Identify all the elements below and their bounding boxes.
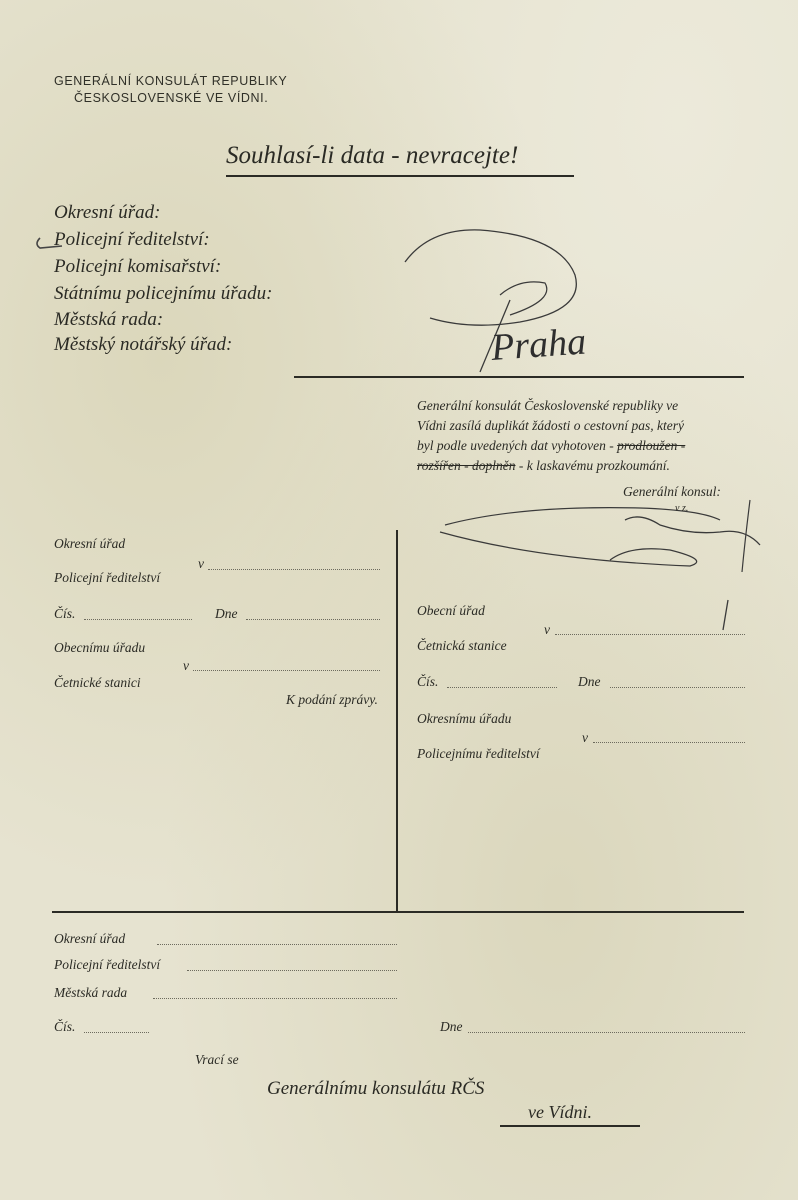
right-okresnimu: Okresnímu úřadu <box>417 711 512 726</box>
right-place-field[interactable] <box>555 634 745 635</box>
bottom-dne-field[interactable] <box>468 1032 745 1033</box>
addressee-policejni-komisarstvi: Policejní komisařství: <box>54 256 222 277</box>
left-dne-field[interactable] <box>246 619 380 620</box>
right-v: v <box>544 622 550 637</box>
right-dne-field[interactable] <box>610 687 745 688</box>
signature-label: Generální konsul: <box>623 484 721 499</box>
right-policejnimu: Policejnímu ředitelství <box>417 746 540 761</box>
bottom-okresni-urad: Okresní úřad <box>54 931 126 946</box>
right-v2: v <box>582 730 588 745</box>
notice-line3-text: byl podle uvedených dat vyhotoven - <box>417 438 618 453</box>
left-policejni: Policejní ředitelství <box>54 570 161 585</box>
addressee-notarsky-urad: Městský notářský úřad: <box>54 334 233 355</box>
left-place-field[interactable] <box>208 569 380 570</box>
addressee-rule <box>294 376 744 378</box>
notice-line2: Vídni zasílá duplikát žádosti o cestovní pas, který <box>417 418 684 433</box>
bottom-ve-vidni: ve Vídni. <box>528 1102 592 1122</box>
bottom-vraci-se: Vrací se <box>195 1052 239 1067</box>
left-dne: Dne <box>215 606 238 621</box>
right-place2-field[interactable] <box>593 742 745 743</box>
consulate-header-line2: ČESKOSLOVENSKÉ VE VÍDNI. <box>74 91 269 105</box>
addressee-policejni-reditelstvi: Policejní ředitelství: <box>54 229 210 250</box>
bottom-policejni: Policejní ředitelství <box>54 957 161 972</box>
check-mark-icon <box>37 238 62 248</box>
bottom-okresni-field[interactable] <box>157 944 397 945</box>
left-v: v <box>198 556 204 571</box>
form-title: Souhlasí-li data - nevracejte! <box>226 142 519 169</box>
left-k-podani: K podání zprávy. <box>286 692 378 707</box>
bottom-mestska: Městská rada <box>54 985 128 1000</box>
slash-mark-icon <box>723 600 728 630</box>
left-obecnimu: Obecnímu úřadu <box>54 640 146 655</box>
right-cis-field[interactable] <box>447 687 557 688</box>
bottom-cis: Čís. <box>54 1019 76 1034</box>
section-rule <box>52 911 744 913</box>
bottom-policejni-field[interactable] <box>187 970 397 971</box>
notice-line3 <box>417 438 685 454</box>
left-cetnicke: Četnické stanici <box>54 675 141 690</box>
handwritten-city: Praha <box>489 320 588 369</box>
praha-flourish-icon <box>405 230 576 325</box>
left-place2-field[interactable] <box>193 670 380 671</box>
notice-line4 <box>417 458 670 474</box>
right-cis: Čís. <box>417 674 439 689</box>
notice-struck-prodlouzen: prodloužen - <box>617 438 686 453</box>
addressee-okresni-urad: Okresní úřad: <box>54 202 161 223</box>
left-cis-field[interactable] <box>84 619 192 620</box>
notice-struck-rozsiren: rozšířen - doplněn <box>417 458 516 473</box>
addressee-statnimu-uradu: Státnímu policejnímu úřadu: <box>54 283 273 304</box>
left-v2: v <box>183 658 189 673</box>
addressee-mestska-rada: Městská rada: <box>54 309 164 330</box>
left-okresni-urad: Okresní úřad <box>54 536 126 551</box>
right-dne: Dne <box>578 674 601 689</box>
signature-vz: v z. <box>675 503 689 514</box>
ve-vidni-underline <box>500 1125 640 1127</box>
bottom-dne: Dne <box>440 1019 463 1034</box>
consulate-header-line1: GENERÁLNÍ KONSULÁT REPUBLIKY <box>54 74 288 88</box>
notice-line4-text: - k laskavému prozkoumání. <box>515 458 670 473</box>
bottom-mestska-field[interactable] <box>153 998 397 999</box>
box-divider <box>396 530 398 912</box>
left-cis: Čís. <box>54 606 76 621</box>
bottom-cis-field[interactable] <box>84 1032 149 1033</box>
notice-line1: Generální konsulát Československé republiky ve <box>417 398 679 413</box>
right-obecni-urad: Obecní úřad <box>417 603 485 618</box>
bottom-konsulat: Generálnímu konsulátu RČS <box>267 1078 485 1099</box>
right-cetnicka: Četnická stanice <box>417 638 507 653</box>
